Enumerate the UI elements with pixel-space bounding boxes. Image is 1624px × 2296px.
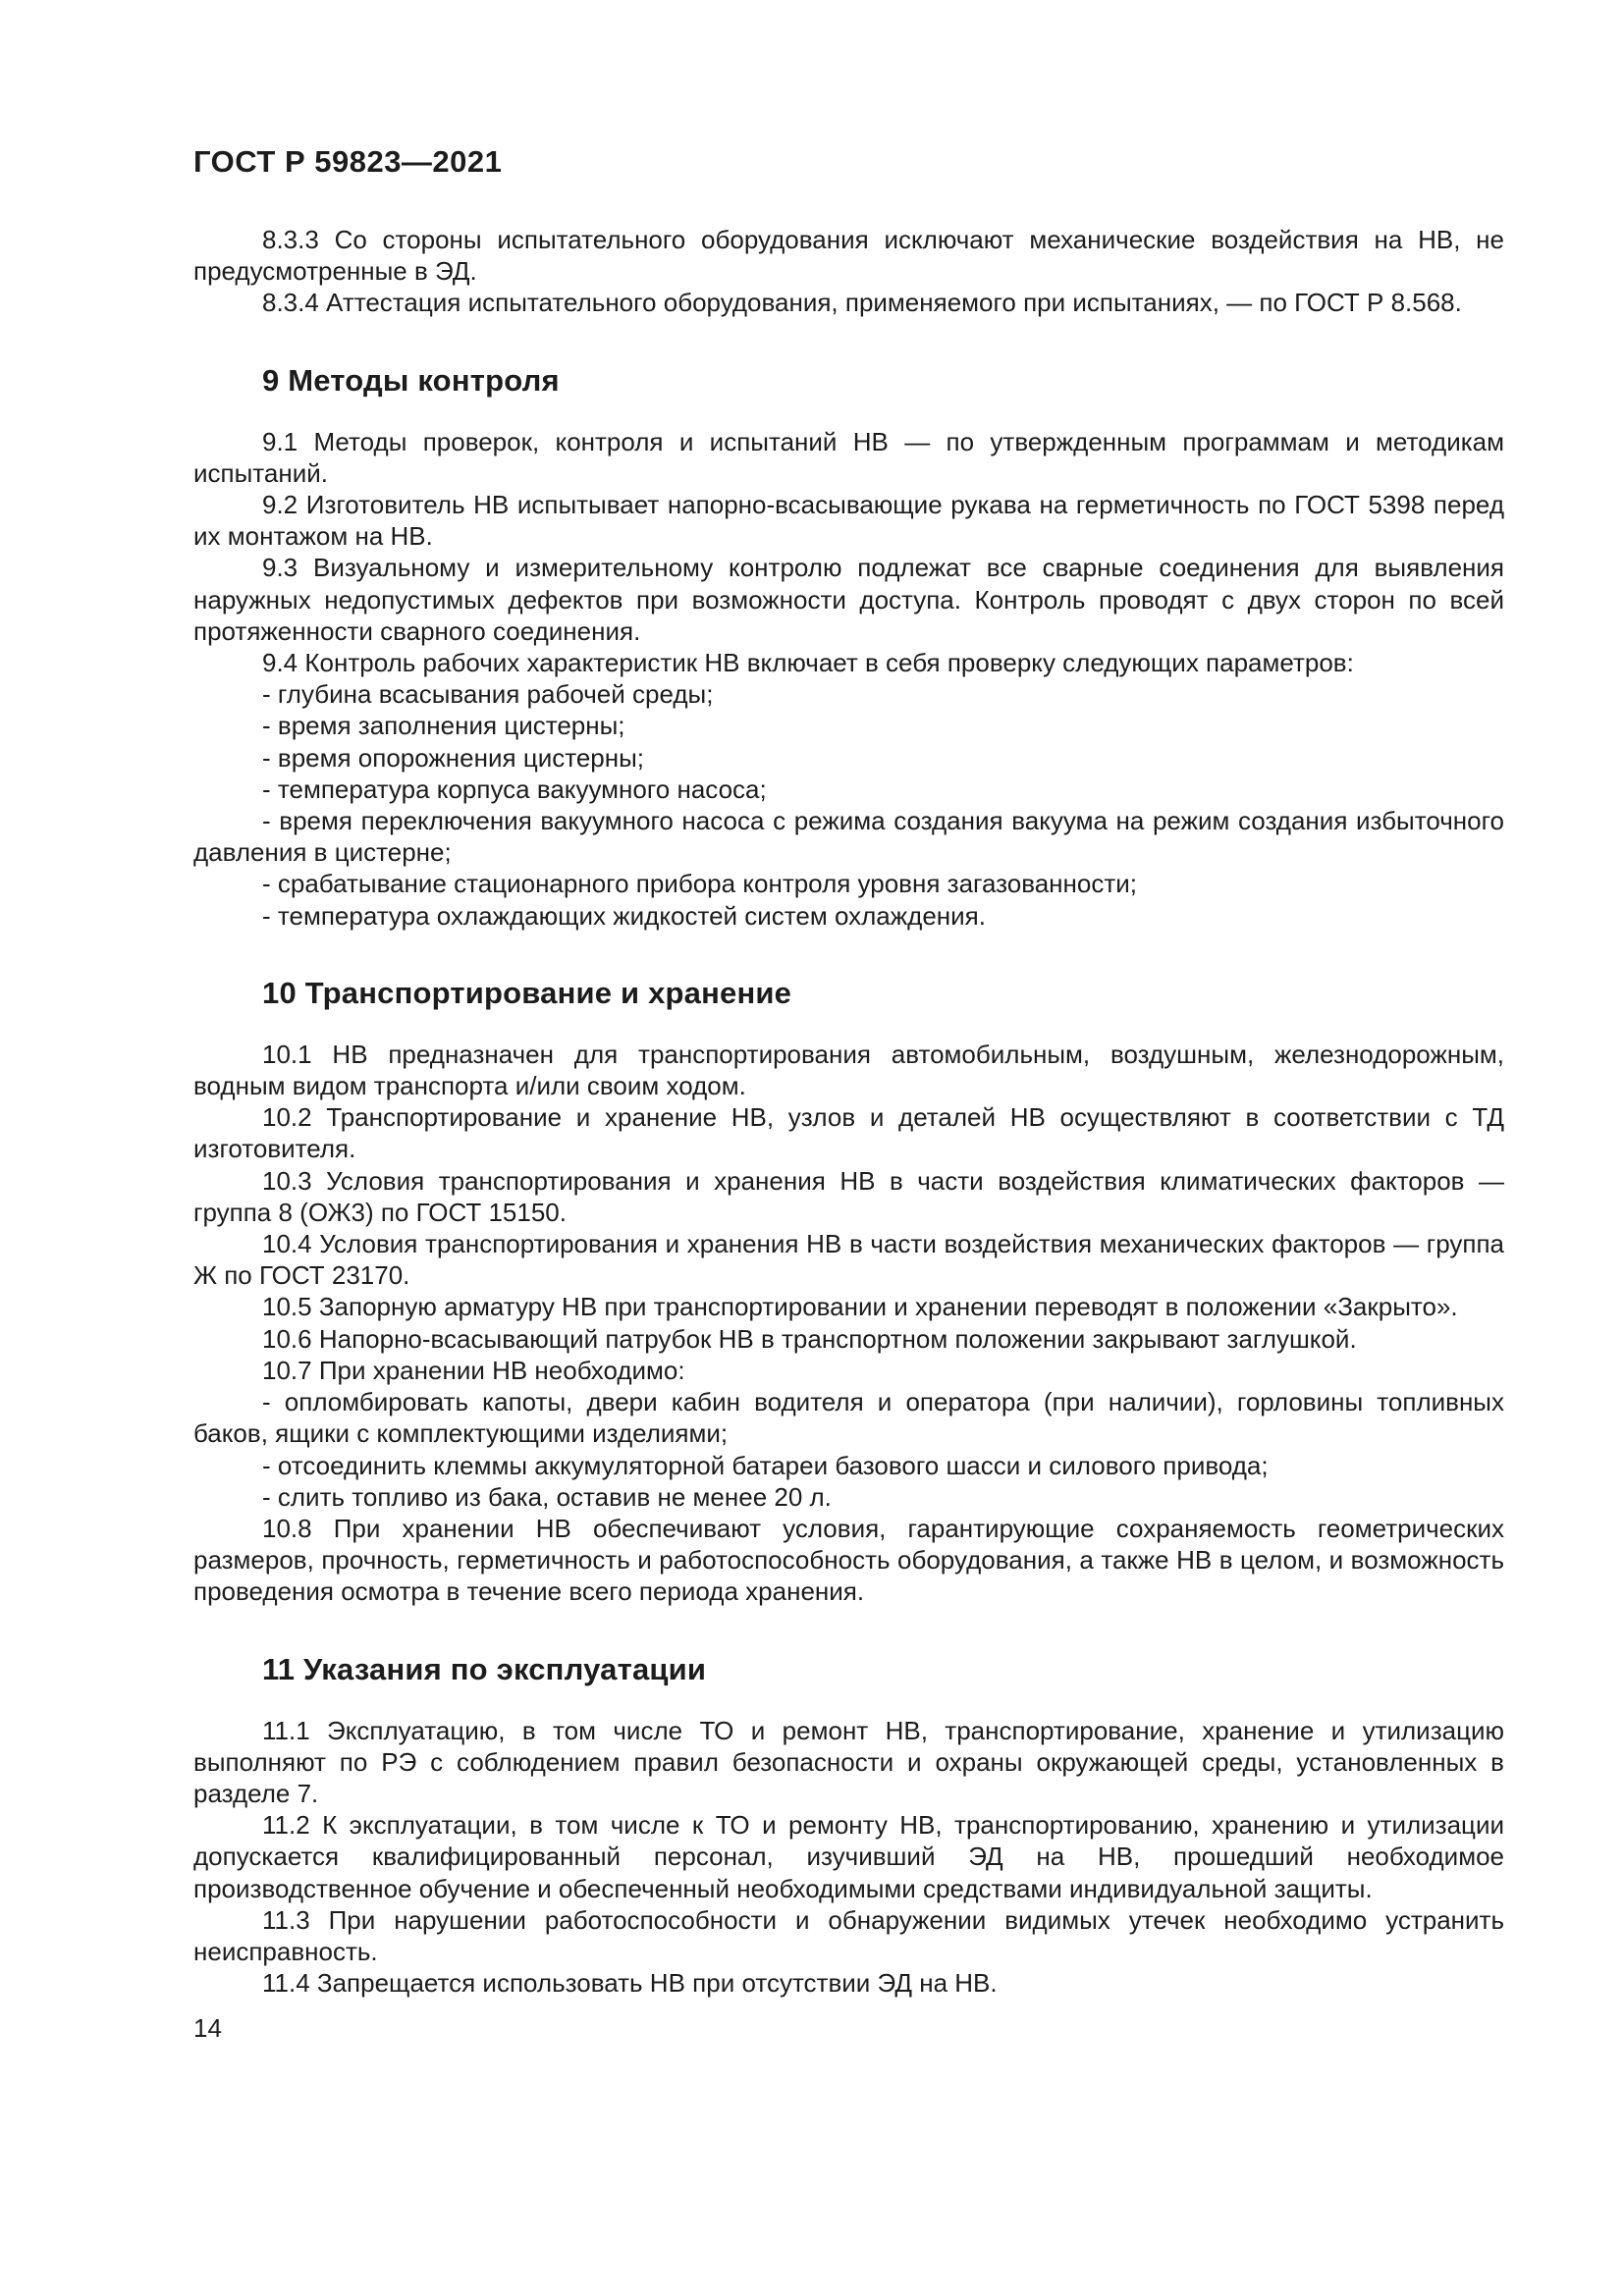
section-heading: 9 Методы контроля	[262, 362, 560, 398]
paragraph: - время переключения вакуумного насоса с режима создания вакуума на режим создания избыточного давления в цистерне;	[193, 806, 1504, 868]
paragraph: 11.1 Эксплуатацию, в том числе ТО и ремонт НВ, транспортирование, хранение и утилизацию выполняют по РЭ с соблюдением правил безопасности и охраны окружающей среды, установленных в разделе 7.	[193, 1715, 1504, 1808]
paragraph: 10.6 Напорно-всасывающий патрубок НВ в транспортном положении закрывают заглушкой.	[262, 1323, 1357, 1354]
document-standard-header: ГОСТ Р 59823—2021	[193, 144, 503, 179]
paragraph: - время заполнения цистерны;	[262, 711, 625, 741]
section-heading: 10 Транспортирование и хранение	[262, 975, 792, 1010]
paragraph: - глубина всасывания рабочей среды;	[262, 679, 714, 710]
paragraph: 11.4 Запрещается использовать НВ при отсутствии ЭД на НВ.	[262, 1968, 998, 1999]
section	[193, 975, 1504, 1608]
paragraph: 11.3 При нарушении работоспособности и обнаружении видимых утечек необходимо устранить неисправность.	[193, 1904, 1504, 1966]
paragraph: 10.2 Транспортирование и хранение НВ, узлов и деталей НВ осуществляют в соответствии с ТД изготовителя.	[193, 1102, 1504, 1164]
paragraph: 10.4 Условия транспортирования и хранения НВ в части воздействия механических факторов — группа Ж по ГОСТ 23170.	[193, 1229, 1504, 1291]
paragraph: 10.5 Запорную арматуру НВ при транспортировании и хранении переводят в положении «Закрыто».	[262, 1292, 1458, 1322]
paragraph: 9.4 Контроль рабочих характеристик НВ включает в себя проверку следующих параметров:	[262, 648, 1354, 678]
section	[193, 362, 1504, 932]
section	[193, 224, 1504, 319]
paragraph: 9.2 Изготовитель НВ испытывает напорно-всасывающие рукава на герметичность по ГОСТ 5398 перед их монтажом на НВ.	[193, 490, 1504, 552]
paragraph: 8.3.3 Со стороны испытательного оборудования исключают механические воздействия на НВ, не предусмотренные в ЭД.	[193, 225, 1504, 287]
paragraph: 9.3 Визуальному и измерительному контролю подлежат все сварные соединения для выявления наружных недопустимых дефектов при возможности доступа. Контроль проводят с двух сторон по всей протяженности сварного соединения.	[193, 553, 1504, 646]
paragraph: - температура охлаждающих жидкостей систем охлаждения.	[262, 900, 986, 931]
section-heading: 11 Указания по эксплуатации	[262, 1651, 707, 1686]
paragraph: 10.7 При хранении НВ необходимо:	[262, 1355, 685, 1385]
section	[193, 1651, 1504, 2000]
paragraph: - время опорожнения цистерны;	[262, 742, 645, 773]
paragraph: - температура корпуса вакуумного насоса;	[262, 774, 767, 804]
paragraph: - срабатывание стационарного прибора контроля уровня загазованности;	[262, 869, 1138, 899]
paragraph: - отсоединить клеммы аккумуляторной батареи базового шасси и силового привода;	[262, 1450, 1269, 1480]
paragraph: 10.1 НВ предназначен для транспортирования автомобильным, воздушным, железнодорожным, водным видом транспорта и/или своим ходом.	[193, 1039, 1504, 1101]
paragraph: - слить топливо из бака, оставив не менее 20 л.	[262, 1481, 832, 1512]
paragraph: 11.2 К эксплуатации, в том числе к ТО и ремонту НВ, транспортированию, хранению и утилизации допускается квалифицированный персонал, изучивший ЭД на НВ, прошедший необходимое производственное обучение и обеспеченный необходимыми средствами индивидуальной защиты.	[193, 1810, 1504, 1903]
paragraph: 10.8 При хранении НВ обеспечивают условия, гарантирующие сохраняемость геометрических размеров, прочность, герметичность и работоспособность оборудования, а также НВ в целом, и возможность проведения осмотра в течение всего периода хранения.	[193, 1513, 1504, 1607]
document-body	[193, 224, 1504, 1999]
paragraph: 10.3 Условия транспортирования и хранения НВ в части воздействия климатических факторов — группа 8 (ОЖ3) по ГОСТ 15150.	[193, 1165, 1504, 1227]
paragraph: - опломбировать капоты, двери кабин водителя и оператора (при наличии), горловины топливных баков, ящики с комплектующими изделиями;	[193, 1387, 1504, 1449]
paragraph: 9.1 Методы проверок, контроля и испытаний НВ — по утвержденным программам и методикам испытаний.	[193, 426, 1504, 488]
page-number: 14	[193, 2013, 222, 2044]
paragraph: 8.3.4 Аттестация испытательного оборудования, применяемого при испытаниях, — по ГОСТ Р 8.568.	[262, 288, 1462, 318]
